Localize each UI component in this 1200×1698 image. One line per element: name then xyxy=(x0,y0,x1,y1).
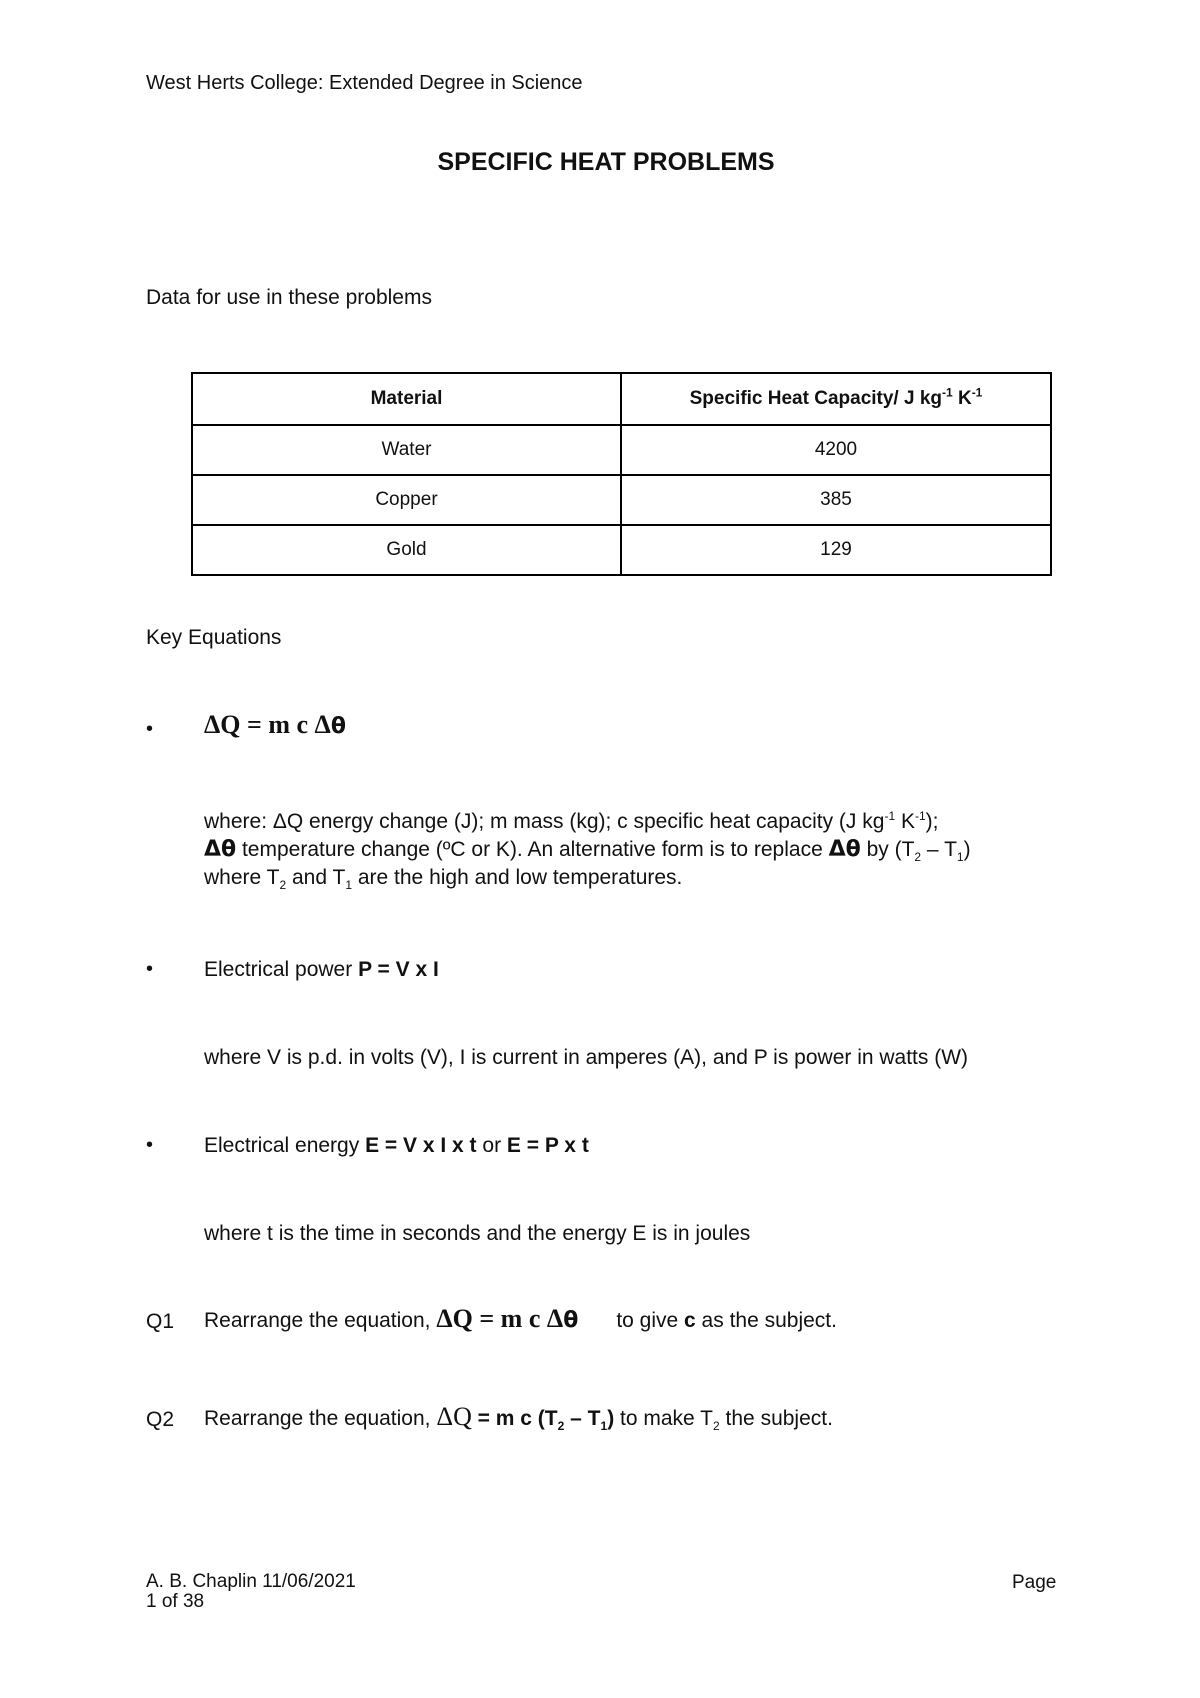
cell-material: Gold xyxy=(192,525,621,575)
equation-power-label: Electrical power xyxy=(204,958,359,981)
bullet-icon: • xyxy=(146,958,154,980)
equation-energy-label: Electrical energy xyxy=(204,1134,366,1157)
equation-energy-formula2: E = P x t xyxy=(506,1134,589,1157)
capacity-header-exp2: -1 xyxy=(971,385,983,400)
subscript: 2 xyxy=(279,878,287,893)
table-row xyxy=(192,425,1051,475)
table-header-row xyxy=(192,373,1051,425)
question-2-text xyxy=(204,1402,833,1432)
question-2-formula: – T xyxy=(564,1407,601,1430)
question-1-number: Q1 xyxy=(146,1310,175,1333)
question-text: to make T xyxy=(614,1407,714,1430)
where-text: where: ΔQ energy change (J); m mass (kg); c specific heat capacity (J kg xyxy=(204,810,885,833)
document-title: SPECIFIC HEAT PROBLEMS xyxy=(437,148,775,176)
question-text: to give xyxy=(616,1309,685,1332)
cell-capacity: 385 xyxy=(621,475,1051,525)
delta-theta-symbol: Δθ xyxy=(828,837,861,862)
exponent: -1 xyxy=(884,809,896,823)
table-row xyxy=(192,475,1051,525)
equation-power xyxy=(204,956,439,984)
cell-capacity: 4200 xyxy=(621,425,1051,475)
cell-material: Water xyxy=(192,425,621,475)
bullet-icon: • xyxy=(146,1134,154,1156)
capacity-header-unit2: K xyxy=(952,388,972,409)
specific-heat-table xyxy=(191,372,1052,576)
subscript: 2 xyxy=(557,1419,565,1434)
theta-symbol: θ xyxy=(563,1308,579,1333)
question-2-formula: = m c (T xyxy=(471,1407,558,1430)
where-text: ); xyxy=(925,810,939,833)
question-2-formula: ) xyxy=(607,1407,615,1430)
equation-heat xyxy=(204,710,346,740)
question-text: Rearrange the equation, xyxy=(204,1309,437,1332)
equation-power-where: where V is p.d. in volts (V), I is current in amperes (A), and P is power in watts (W) xyxy=(204,1046,969,1069)
page-footer-left xyxy=(146,1572,356,1612)
or-text: or xyxy=(476,1134,507,1157)
where-text: – T xyxy=(921,838,957,861)
where-text: by (T xyxy=(860,838,915,861)
equation-heat-where-line1 xyxy=(204,808,938,836)
equation-energy-where: where t is the time in seconds and the energy E is in joules xyxy=(204,1222,751,1245)
exponent: -1 xyxy=(914,809,926,823)
subscript: 2 xyxy=(713,1419,720,1434)
where-text: K xyxy=(895,810,915,833)
equation-energy xyxy=(204,1132,589,1160)
capacity-header-text: Specific Heat Capacity/ J kg xyxy=(689,388,943,409)
footer-page-of: 1 of 38 xyxy=(146,1591,205,1612)
page-header: West Herts College: Extended Degree in Science xyxy=(146,72,583,94)
intro-text: Data for use in these problems xyxy=(146,286,432,309)
where-text: ) xyxy=(963,838,971,861)
theta-symbol: θ xyxy=(330,714,346,739)
where-text: are the high and low temperatures. xyxy=(352,866,683,889)
question-1-subject: c xyxy=(684,1309,696,1332)
footer-page-label: Page xyxy=(1012,1572,1057,1593)
bullet-icon: • xyxy=(146,718,154,740)
cell-capacity: 129 xyxy=(621,525,1051,575)
question-2-number: Q2 xyxy=(146,1408,175,1431)
subscript: 2 xyxy=(914,850,922,865)
equation-heat-where-line2 xyxy=(204,836,971,864)
equation-power-formula: P = V x I xyxy=(358,958,439,981)
where-text: where T xyxy=(204,866,280,889)
equation-heat-where-line3 xyxy=(204,864,682,892)
column-header-material: Material xyxy=(192,373,621,425)
question-1-formula: ΔQ = m c Δ xyxy=(436,1304,564,1333)
delta-theta-symbol: Δθ xyxy=(204,837,237,862)
subscript: 1 xyxy=(956,850,964,865)
question-1-text xyxy=(204,1304,837,1334)
subscript: 1 xyxy=(600,1419,608,1434)
subscript: 1 xyxy=(345,878,353,893)
column-header-capacity xyxy=(621,373,1051,425)
question-text: the subject. xyxy=(719,1407,833,1430)
where-text: temperature change (ºC or K). An alternative form is to replace xyxy=(236,838,829,861)
key-equations-heading: Key Equations xyxy=(146,626,282,649)
equation-energy-formula1: E = V x I x t xyxy=(365,1134,477,1157)
where-text: and T xyxy=(286,866,346,889)
delta-q-symbol: ΔQ xyxy=(436,1402,472,1431)
question-text: as the subject. xyxy=(695,1309,837,1332)
table-row xyxy=(192,525,1051,575)
cell-material: Copper xyxy=(192,475,621,525)
question-text: Rearrange the equation, xyxy=(204,1407,437,1430)
equation-heat-formula: ΔQ = m c Δ xyxy=(204,710,331,739)
capacity-header-exp1: -1 xyxy=(942,385,953,400)
footer-author-date: A. B. Chaplin 11/06/2021 xyxy=(146,1571,356,1592)
